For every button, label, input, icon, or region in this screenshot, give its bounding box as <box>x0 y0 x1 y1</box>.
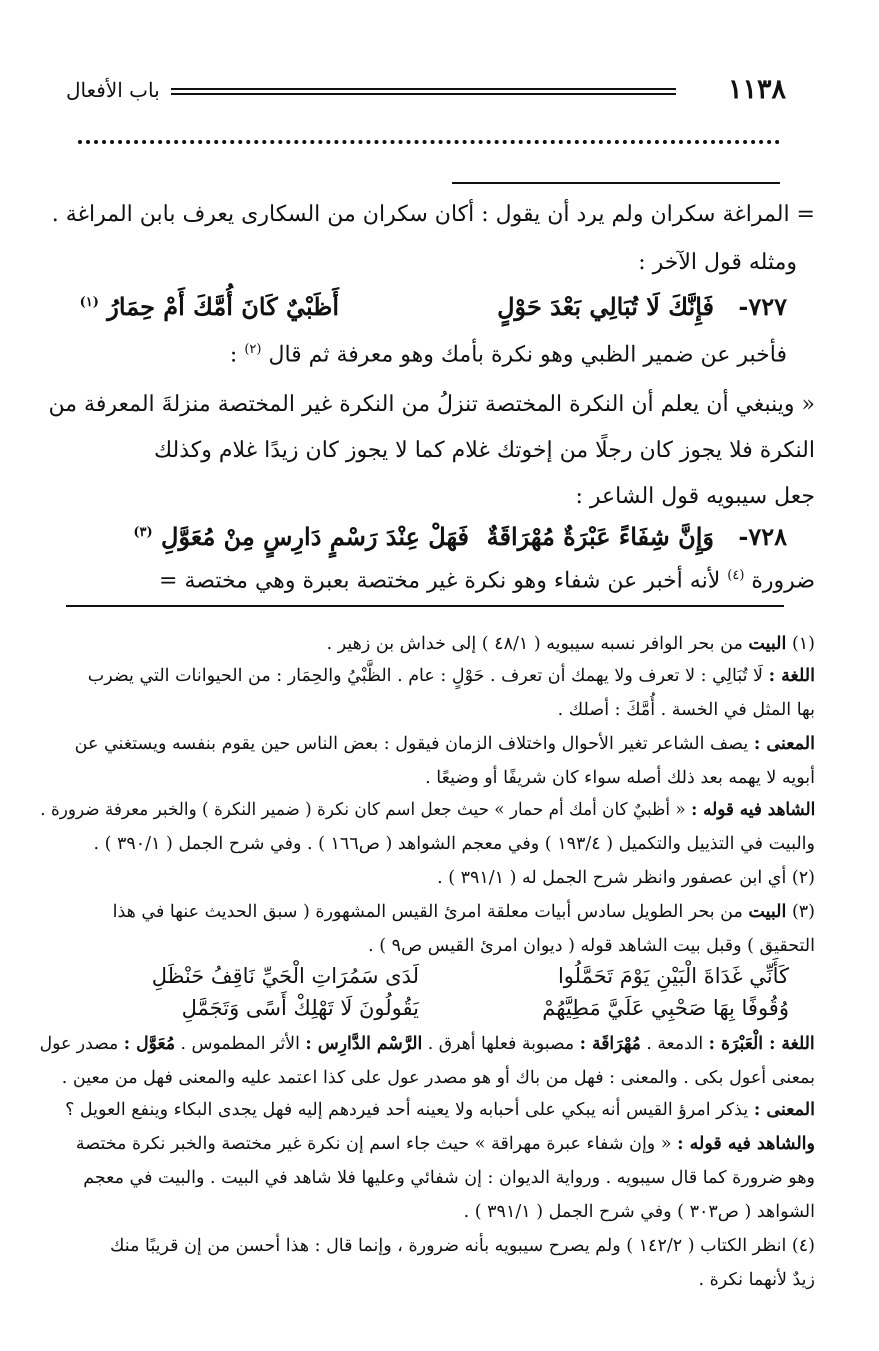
main-line-4: « وينبغي أن يعلم أن النكرة المختصة تنزلُ من النكرة غير المختصة منزلةَ المعرفة من <box>48 392 815 417</box>
fn3-meaning-text: يذكر امرؤ القيس أنه يبكي على أحبابه ولا يعينه أحد فيردهم إليه فهل يجدى البكاء وينفع العويل ؟ <box>65 1100 749 1120</box>
fn3-witness-text: « وإن شفاء عبرة مهراقة » حيث جاء اسم إن نكرة غير مختصة والخبر نكرة مختصة <box>75 1134 672 1154</box>
running-header <box>66 70 786 110</box>
dotted-separator <box>78 140 780 154</box>
fn3-lexicon-label: اللغة : الْعَبْرَة : <box>708 1034 815 1054</box>
verse-727-second-text: أَظَبْيٌ كَانَ أُمَّكَ أَمْ حِمَارُ <box>107 292 339 321</box>
fn1-line-1 <box>327 634 815 654</box>
page-number: ١١٣٨ <box>727 74 786 105</box>
fn3-line-3 <box>40 1034 815 1054</box>
fn3-witness-label: والشاهد فيه قوله : <box>677 1134 815 1154</box>
fn1-number: (١) <box>791 634 815 654</box>
fn3-number: (٣) <box>791 902 815 922</box>
verse-728-number: ٧٢٨- <box>738 522 787 551</box>
verse-727-second-hemistich <box>80 292 339 321</box>
fn3-line-8: الشواهد ( ص٣٠٣ ) وفي شرح الجمل ( ٣٩١/١ ) . <box>463 1202 815 1222</box>
verse-728-first-hemistich: وَإِنَّ شِفَاءً عَبْرَةٌ مُهْرَاقَةٌ <box>486 522 714 551</box>
fn4-line-1: (٤) انظر الكتاب ( ١٤٢/٢ ) ولم يصرح سيبويه بأنه ضرورة ، وإنما قال : هذا أحسن من إن قريبًا منك <box>110 1236 815 1256</box>
fn1-line-3: بها المثل في الخسة . أُمَّكَ : أصلك . <box>557 700 815 720</box>
fn1-line-7: والبيت في التذييل والتكميل ( ١٩٣/٤ ) وفي معجم الشواهد ( ص١٦٦ ) . وفي شرح الجمل ( ٣٩٠/١ ) . <box>93 834 815 854</box>
footnote-ref-1: (١) <box>79 295 99 310</box>
fn3-lexicon-3: الأثر المطموس . <box>180 1034 301 1054</box>
footnote-ref-3: (٣) <box>133 525 153 540</box>
fn1-line-4 <box>75 734 815 754</box>
main-line-6: جعل سيبويه قول الشاعر : <box>575 484 815 509</box>
fn3-line-7: وهو ضرورة كما قال سيبويه . ورواية الديوان : إن شفائي وعليها فلا شاهد في البيت . والبيت في معجم <box>83 1168 815 1188</box>
fn1-witness-label: الشاهد فيه قوله : <box>690 800 815 820</box>
fn1-meaning-text: يصف الشاعر تغير الأحوال واختلاف الزمان فيقول : بعض الناس حين يقوم بنفسه ويستغني عن <box>74 734 749 754</box>
fn1-lexicon-label: اللغة : <box>768 666 815 686</box>
fn3-line-4: بمعنى أعول بكى . والمعنى : فهل من باك أو هو مصدر عول على كذا اعتمد عليه والمعنى فهل من معين . <box>61 1068 815 1088</box>
poem-line-2-a: وُقُوفًا بِهَا صَحْبِي عَلَيَّ مَطِيَّهُمْ <box>542 996 789 1020</box>
main-line-5: النكرة فلا يجوز كان رجلًا من إخوتك غلام كما لا يجوز كان زيدًا غلام وكذلك <box>154 438 815 463</box>
fn1-text: من بحر الوافر نسبه سيبويه ( ٤٨/١ ) إلى خداش بن زهير . <box>326 634 743 654</box>
fn2-line-1: (٢) أي ابن عصفور وانظر شرح الجمل له ( ٣٩١/١ ) . <box>437 868 815 888</box>
fn3-lexicon-4-label: مُعَوَّل : <box>124 1034 176 1054</box>
fn3-lexicon-1: الدمعة . <box>646 1034 704 1054</box>
poem-line-2-b: يَقُولُونَ لَا تَهْلِكْ أَسًى وَتَجَمَّلِ <box>181 996 419 1020</box>
verse-727-number: ٧٢٧- <box>738 292 787 321</box>
main-line-7-start: ضرورة <box>751 568 815 594</box>
poem-line-1-b: لَدَى سَمُرَاتِ الْحَيِّ نَاقِفُ حَنْظَلِ <box>151 964 419 988</box>
fn3-text: من بحر الطويل سادس أبيات معلقة امرئ القيس المشهورة ( سبق الحديث عنها في هذا <box>112 902 743 922</box>
fn3-line-2: التحقيق ) وقبل بيت الشاهد قوله ( ديوان امرئ القيس ص٩ ) . <box>368 936 815 956</box>
fn1-label: البيت <box>748 634 787 654</box>
fn1-line-5: أبويه لا يهمه بعد ذلك أصله سواء كان شريفًا أو وضيعًا . <box>425 768 815 788</box>
main-line-3-text: فأخبر عن ضمير الظبي وهو نكرة بأمك وهو معرفة ثم قال <box>268 342 787 368</box>
verse-727-first-hemistich: فَإِنَّكَ لَا تُبَالِي بَعْدَ حَوْلٍ <box>497 292 714 321</box>
fn3-label: البيت <box>748 902 787 922</box>
fn3-line-1 <box>113 902 815 922</box>
main-line-7-end: لأنه أخبر عن شفاء وهو نكرة غير مختصة بعبرة وهي مختصة = <box>159 568 721 594</box>
fn3-lexicon-2: مصبوبة فعلها أهرق . <box>428 1034 575 1054</box>
main-line-3-colon: : <box>229 342 238 368</box>
header-double-rule <box>171 88 676 95</box>
main-line-2: ومثله قول الآخر : <box>638 250 797 275</box>
verse-728-second-text: فَهَلْ عِنْدَ رَسْمٍ دَارِسٍ مِنْ مُعَوَّلِ <box>161 522 469 551</box>
fn3-line-6 <box>76 1134 815 1154</box>
footnote-separator <box>66 605 784 607</box>
fn1-lexicon-text: لَا تُبَالِي : لا تعرف ولا يهمك أن تعرف . حَوْلٍ : عام . الظَّبْيُ والحِمَار : من الحيوانات التي يضرب <box>87 666 764 686</box>
section-title: باب الأفعال <box>66 78 160 102</box>
main-line-1: = المراغة سكران ولم يرد أن يقول : أكان سكران من السكارى يعرف بابن المراغة . <box>51 202 815 227</box>
fn1-line-2 <box>88 666 815 686</box>
verse-728-second-hemistich <box>133 522 469 551</box>
footnote-ref-4: (٤) <box>727 568 745 583</box>
continuation-rule <box>452 182 780 184</box>
footnote-ref-2: (٢) <box>244 342 262 357</box>
fn3-line-5 <box>65 1100 815 1120</box>
fn3-meaning-label: المعنى : <box>753 1100 815 1120</box>
main-line-7 <box>159 568 815 593</box>
fn1-meaning-label: المعنى : <box>753 734 815 754</box>
fn3-lexicon-3-label: الرَّسْم الدَّارِس : <box>305 1034 423 1054</box>
fn1-witness-text: « أظبيٌ كان أمك أم حمار » حيث جعل اسم كان نكرة ( ضمير النكرة ) والخبر معرفة ضرورة . <box>39 800 686 820</box>
fn4-line-2: زيدٌ لأنهما نكرة . <box>698 1270 815 1290</box>
fn3-lexicon-4: مصدر عول <box>39 1034 119 1054</box>
fn1-line-6 <box>40 800 815 820</box>
fn3-lexicon-2-label: مُهْرَاقَة : <box>579 1034 642 1054</box>
poem-line-1-a: كَأَنِّي غَدَاةَ الْبَيْنِ يَوْمَ تَحَمَّلُوا <box>557 964 789 988</box>
main-line-3 <box>230 342 787 367</box>
